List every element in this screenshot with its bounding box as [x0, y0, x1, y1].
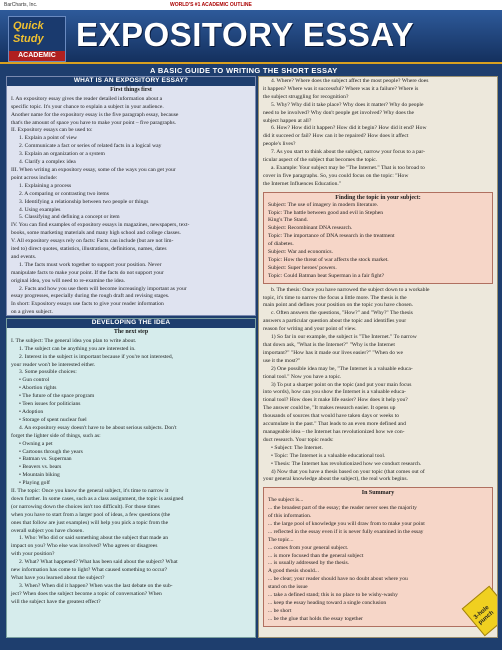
text-line: (or narrowing down the choices isn't too difficult). For those times — [11, 503, 160, 510]
text-line: 1) So far in our example, the subject is "The Internet." To narrow — [271, 334, 417, 341]
text-line: impact on you? Who else was involved? Who agrees or disagrees — [11, 543, 158, 550]
text-line: 2. What? What happened? What has been said about the subject? What — [19, 559, 178, 566]
text-line: • Mountain biking — [19, 472, 60, 479]
text-line: ... take a defined stand; this is no place to be wishy-washy — [268, 592, 398, 599]
section-body-middle — [259, 286, 497, 486]
text-line: V. All expository essays rely on facts: Facts can include (but are not lim- — [11, 238, 174, 245]
text-line: A good thesis should... — [268, 568, 319, 575]
text-line: forget the lighter side of things, such as: — [11, 432, 101, 439]
text-line: the subject struggling for recognition? — [263, 93, 349, 100]
text-line: 7. As you start to think about the subject, narrow your focus to a par- — [271, 149, 425, 156]
text-line: ... the large pool of knowledge you will draw from to make your point — [268, 520, 425, 527]
text-line: 4. Clarify a complex idea — [19, 159, 76, 166]
text-line: • Topic: The Internet is a valuable educational tool. — [271, 452, 386, 459]
section-body — [7, 95, 255, 316]
text-line: ited to) direct quotes, statistics, illustrations, definitions, names, dates — [11, 246, 167, 253]
text-line: essay progresses, especially during the rough draft and revising stages. — [11, 293, 170, 300]
text-line: c. Often answers the questions, "How?" and "Why?" The thesis — [271, 310, 413, 317]
section-heading: WHAT IS AN EXPOSITORY ESSAY? — [7, 77, 255, 86]
text-line: ... be clear; your reader should have no doubt about where you — [268, 576, 408, 583]
publisher-name: BarCharts, Inc. — [4, 2, 38, 8]
text-line: cover in five paragraphs. So, you could focus on the topic: "How — [263, 172, 409, 179]
text-line: 5. Classifying and defining a concept or item — [19, 214, 120, 221]
text-line: • Storage of spent nuclear fuel — [19, 416, 87, 423]
text-line: subject happen at all? — [263, 117, 312, 124]
text-line: I. An expository essay gives the reader detailed information about a — [11, 95, 163, 102]
text-line: ... is more focused than the general subject — [268, 552, 364, 559]
section-subheading: First things first — [110, 86, 152, 93]
logo-line-1: Quick — [13, 20, 44, 32]
text-line: b. The thesis: Once you have narrowed the subject down to a workable — [271, 286, 430, 293]
text-line: • The future of the space program — [19, 393, 95, 400]
quickstudy-logo — [8, 16, 66, 62]
text-line: thousands of sources that would have taken days or weeks to — [263, 413, 400, 420]
text-line: 4) Now that you have a thesis based on your topic (that comes out of — [271, 468, 425, 475]
text-line: I. The subject: The general idea you plan to write about. — [11, 337, 137, 344]
text-line: ... comes from your general subject. — [268, 544, 349, 551]
text-line: manageable idea – the Internet has revolutionized how we con- — [263, 428, 405, 435]
text-line: answers a particular question about the topic and identifies your — [263, 318, 407, 325]
text-line: Subject: Recombinant DNA research. — [268, 225, 353, 232]
text-line: • Batman vs. Superman — [19, 456, 72, 463]
text-line: into words), how can you show the Internet is a valuable educa- — [263, 389, 406, 396]
section-what-is — [6, 76, 256, 316]
text-line: need to be involved? Why don't people get involved? Why does the — [263, 109, 415, 116]
text-line: of this information. — [268, 513, 312, 520]
section-developing — [6, 318, 256, 638]
text-line: 3. When? When did it happen? When was the last debate on the sub- — [19, 582, 173, 589]
text-line: your general knowledge about the subject), the real work begins. — [263, 476, 408, 483]
text-line: overall subject you have chosen. — [11, 527, 84, 534]
text-line: • Playing golf — [19, 480, 50, 487]
section-heading: DEVELOPING THE IDEA — [7, 319, 255, 328]
text-line: ... be the glue that holds the essay together — [268, 615, 363, 622]
text-line: ject? When does the subject become a topic of conversation? When — [11, 590, 162, 597]
text-line: Subject: Super heroes' powers. — [268, 264, 337, 271]
text-line: • Cartoons through the years — [19, 448, 83, 455]
text-line: ... be short — [268, 607, 292, 614]
text-line: tional tool? How does it make life easier? How does it help you? — [263, 397, 408, 404]
text-line: 1. The facts must work together to support your position. Never — [19, 261, 162, 268]
publisher-bar — [0, 0, 502, 10]
text-line: ... reflected in the essay even if it is never fully examined in the essay — [268, 528, 424, 535]
text-line: 3) To put a sharper point on the topic (and put your main focus — [271, 381, 412, 388]
text-line: point across include: — [11, 174, 58, 181]
text-line: 2. Facts and how you use them will become increasingly important as your — [19, 285, 187, 292]
text-line: Topic: How the threat of war affects the stock market. — [268, 256, 389, 263]
text-line: • Beavers vs. bears — [19, 464, 62, 471]
text-line: • Owning a pet — [19, 440, 53, 447]
text-line: ... keep the essay heading toward a single conclusion — [268, 600, 387, 606]
text-line: II. The topic: Once you know the general subject, it's time to narrow it — [11, 488, 169, 495]
text-line: 3. Explain an organization or a system — [19, 151, 105, 158]
text-line: 2. Interest in the subject is important because if you're not interested, — [19, 353, 174, 360]
title-banner — [0, 10, 502, 64]
tagline: WORLD'S #1 ACADEMIC OUTLINE — [170, 2, 252, 8]
text-line: • Teen issues for politicians — [19, 401, 81, 408]
text-line: • Adoption — [19, 408, 44, 415]
text-line: and events. — [11, 253, 37, 260]
text-line: specific topic. It's your chance to explain a subject in your audience. — [11, 103, 164, 110]
text-line: 2) One possible idea may be, "The Internet is a valuable educa- — [271, 365, 413, 372]
box-heading: In Summary — [361, 490, 395, 497]
text-line: 1. Explaining a process — [19, 182, 72, 189]
text-line: The answer could be, "It makes research easier. It opens up — [263, 405, 396, 412]
page-subtitle: A BASIC GUIDE TO WRITING THE SHORT ESSAY — [150, 66, 338, 75]
text-line: that down ask, "What is the Internet?" "Why is the Internet — [263, 342, 395, 348]
text-line: that's the amount of space you have to make your point – five paragraphs. — [11, 119, 177, 126]
text-line: original idea, you will need to re-examine the idea. — [11, 277, 126, 284]
text-line: did it succeed or fail? How can it be repaired? How does it affect — [263, 133, 409, 140]
text-line: use it the most?" — [263, 357, 301, 364]
page-title: EXPOSITORY ESSAY — [76, 16, 415, 53]
text-line: manipulate facts to make your point. If the facts do not support your — [11, 269, 164, 276]
text-line: books, some marketing materials and many high school and college classes. — [11, 230, 181, 237]
text-line: In short: Expository essays use facts to give your reader information — [11, 301, 164, 308]
text-line: people's lives? — [263, 141, 296, 148]
text-line: important?" "How has it made our lives easier?" "When do we — [263, 349, 403, 356]
text-line: ticular aspect of the subject that becomes the topic. — [263, 157, 378, 164]
text-line: duct research. Your topic reads: — [263, 436, 334, 443]
text-line: 4. Using examples — [19, 206, 61, 213]
section-subheading: The next step — [113, 328, 149, 335]
text-line: Topic: The importance of DNA research in the treatment — [268, 233, 395, 240]
text-line: II. Expository essays can be used to: — [11, 127, 93, 134]
text-line: 6. How? How did it happen? How did it begin? How did it end? How — [271, 125, 427, 132]
box-heading: Finding the topic in your subject: — [335, 194, 421, 201]
badge-label: 3-hole punch — [473, 604, 496, 627]
text-line: • Subject: The Internet. — [271, 444, 323, 451]
summary-box — [263, 487, 493, 626]
text-line: 2. Communicate a fact or series of related facts in a logical way — [19, 143, 162, 150]
text-line: down further. In some cases, such as a class assignment, the topic is assigned — [11, 495, 184, 502]
text-line: • Abortion rights — [19, 385, 57, 392]
text-line: 4. Where? Where does the subject affect the most people? Where does — [271, 78, 429, 84]
text-line: 5. Why? Why did it take place? Why does it matter? Why do people — [271, 101, 424, 108]
text-line: on a given subject. — [11, 309, 53, 316]
text-line: 1. Explain a point of view — [19, 135, 78, 142]
text-line: Topic: Could Batman beat Superman in a fair fight? — [268, 272, 385, 279]
text-line: the Internet Influences Education." — [263, 180, 342, 187]
text-line: What have you learned about the subject? — [11, 575, 105, 581]
text-line: • Thesis: The Internet has revolutionized how we conduct research. — [271, 460, 422, 467]
text-line: • Gun control — [19, 377, 50, 384]
text-line: 3. Identifying a relationship between two people or things — [19, 198, 149, 205]
text-line: stand on the issue — [268, 584, 308, 591]
section-body — [7, 337, 255, 608]
text-line: The subject is... — [268, 497, 304, 504]
text-line: IV. You can find examples of expository essays in magazines, newspapers, text- — [11, 222, 190, 229]
footer-bar — [0, 638, 502, 650]
text-line: reason for writing and your point of view. — [263, 326, 357, 333]
text-line: with your position? — [11, 551, 55, 558]
topic-examples-box — [263, 192, 493, 284]
text-line: tional tool." Now you have a topic. — [263, 373, 342, 380]
text-line: a. Example: Your subject may be "The Internet." That is too broad to — [271, 164, 425, 171]
text-line: The topic... — [268, 536, 294, 543]
text-line: your reader won't be interested either. — [11, 361, 96, 368]
text-line: King's The Stand. — [268, 217, 308, 224]
text-line: main point and defines your position on the topic you have chosen. — [263, 302, 414, 309]
text-line: 4. An expository essay doesn't have to be about serious subjects. Don't — [19, 424, 177, 431]
text-line: III. When writing an expository essay, some of the ways you can get your — [11, 166, 176, 173]
text-line: Another name for the expository essay is the five paragraph essay, because — [11, 111, 179, 118]
text-line: 1. Who: Who did or said something about the subject that made an — [19, 535, 169, 542]
text-line: ones that follow are just examples) will help you pick a topic from the — [11, 519, 169, 526]
box-body — [268, 497, 488, 623]
text-line: when you have to start from a larger pool of ideas, a few questions (the — [11, 511, 171, 518]
logo-line-2: Study — [13, 33, 44, 45]
text-line: 1. The subject can be anything you are interested in. — [19, 345, 136, 352]
text-line: it happen? Where was it successful? Where was it a failure? Where is — [263, 85, 419, 92]
logo-line-3: ACADEMIC — [9, 51, 65, 61]
text-line: will the subject have the greatest effect? — [11, 598, 101, 605]
text-line: ... the broadest part of the essay; the reader never sees the majority — [268, 505, 417, 512]
text-line: ... is usually addressed by the thesis. — [268, 560, 350, 567]
section-right-column — [258, 76, 498, 638]
text-line: Subject: War and economics. — [268, 249, 333, 256]
text-line: accumulate in the past." That leads to an even more defined and — [263, 421, 406, 428]
text-line: 3. Some possible choices: — [19, 369, 77, 376]
text-line: 2. A comparing or contrasting two items — [19, 190, 109, 197]
text-line: Topic: The battle between good and evil in Stephen — [268, 209, 384, 216]
section-body-top — [259, 77, 497, 190]
text-line: new information has come to light? What caused something to occur? — [11, 567, 168, 574]
text-line: of diabetes. — [268, 241, 294, 248]
box-body — [268, 202, 488, 280]
text-line: Subject: The use of imagery in modern literature. — [268, 201, 379, 208]
text-line: topic, it's time to narrow the focus a little more. The thesis is the — [263, 294, 407, 301]
